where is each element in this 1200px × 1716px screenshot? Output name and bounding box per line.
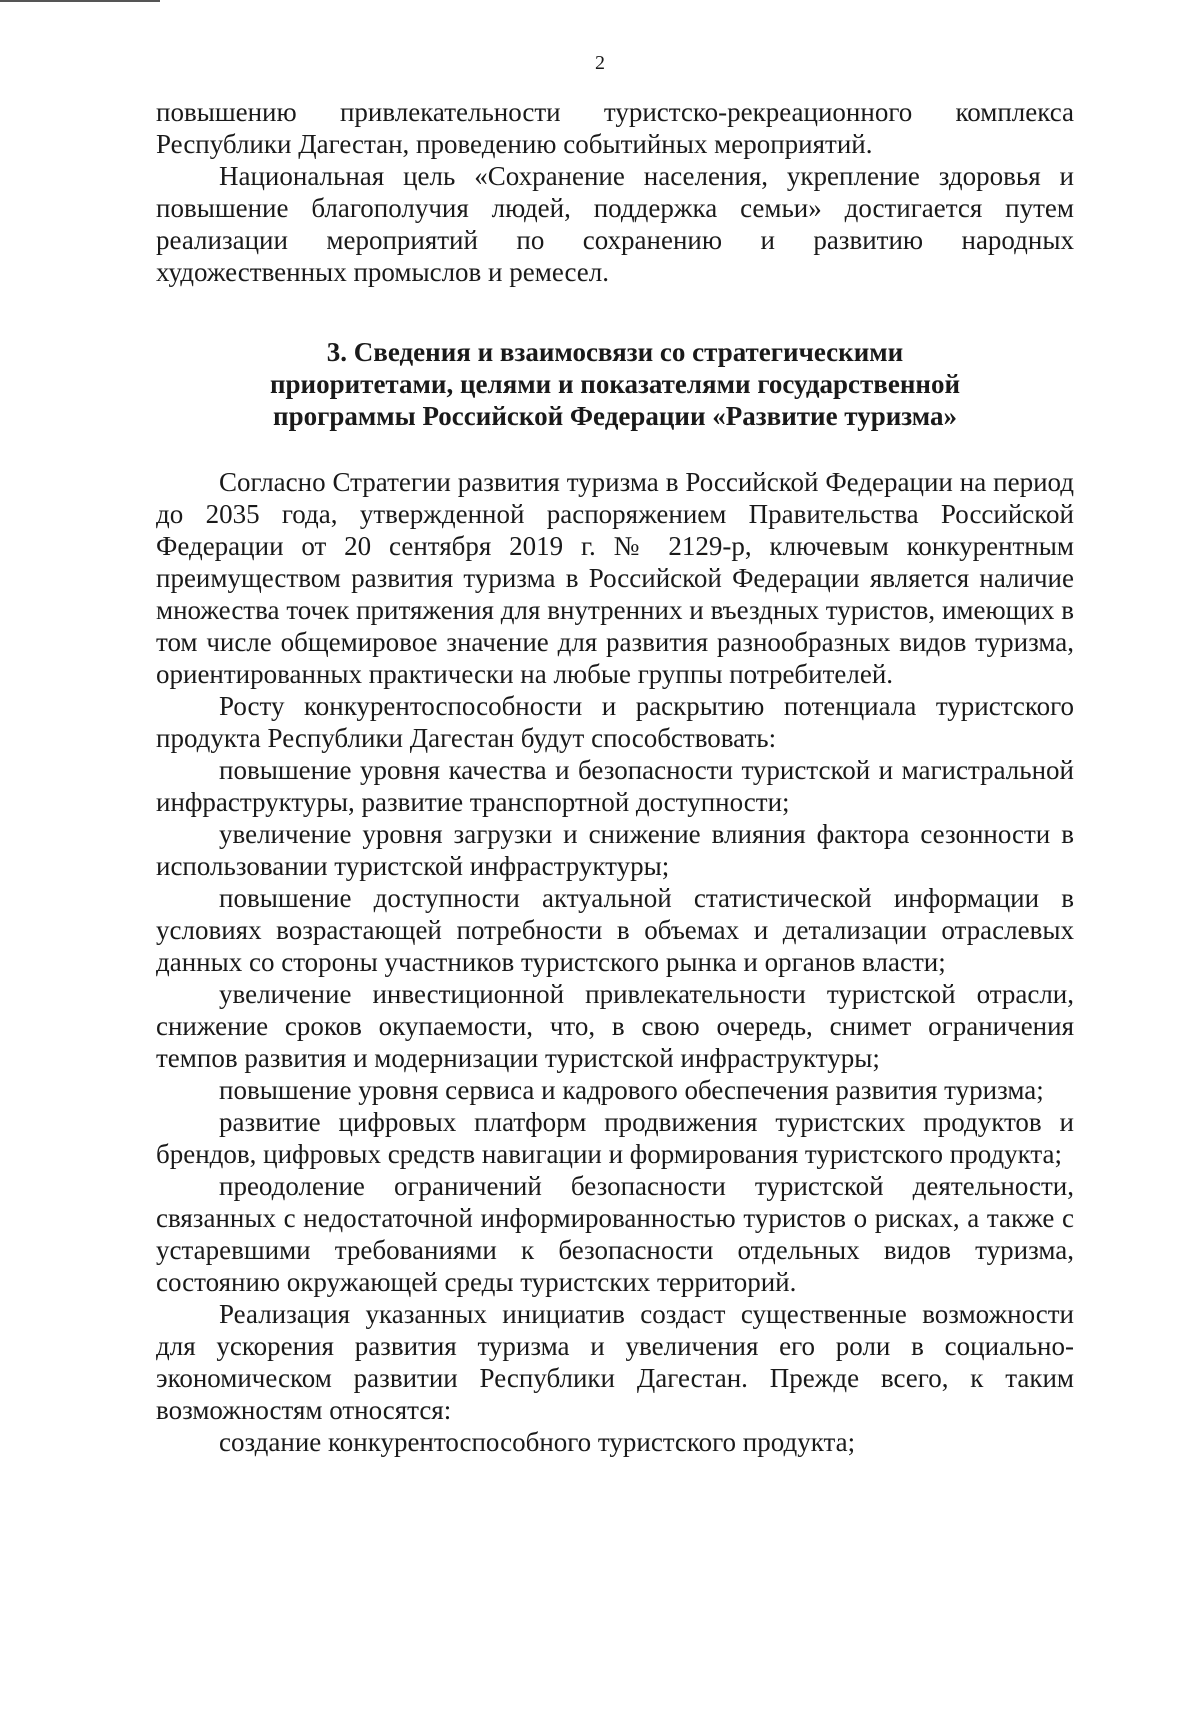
paragraph-national-goal: Национальная цель «Сохранение населения, укрепление здоровья и повышение благополучия людей, поддержка семьи» достигается путем реализации мероприятий по сохранению и развитию народных художественных промыслов и ремесел.	[156, 161, 1074, 287]
section-heading-line: программы Российской Федерации «Развитие туризма»	[273, 401, 957, 431]
list-item-infrastructure: повышение уровня качества и безопасности туристской и магистральной инфраструктуры, развитие транспортной доступности;	[156, 755, 1074, 817]
list-item-seasonality: увеличение уровня загрузки и снижение влияния фактора сезонности в использовании туристской инфраструктуры;	[156, 819, 1074, 881]
list-item-safety: преодоление ограничений безопасности туристской деятельности, связанных с недостаточной информированностью туристов о рисках, а также с устаревшими требованиями к безопасности отдельных видов туризма, состоянию окружающей среды туристских территорий.	[156, 1171, 1074, 1297]
list-item-service: повышение уровня сервиса и кадрового обеспечения развития туризма;	[219, 1075, 1044, 1105]
list-item-digital-platforms: развитие цифровых платформ продвижения туристских продуктов и брендов, цифровых средств навигации и формирования туристского продукта;	[156, 1107, 1074, 1169]
section-heading-line: приоритетами, целями и показателями государственной	[269, 369, 961, 399]
scan-edge-line	[0, 0, 160, 2]
page-number: 2	[595, 52, 605, 74]
document-body	[156, 96, 1074, 1458]
paragraph-strategy: Согласно Стратегии развития туризма в Российской Федерации на период до 2035 года, утвержденной распоряжением Правительства Российской Федерации от 20 сентября 2019 г. № 2129-р, ключевым конкурентным преимуществом развития туризма в Российской Федерации является наличие множества точек притяжения для внутренних и въездных туристов, имеющих в том числе общемировое значение для развития разнообразных видов туризма, ориентированных практически на любые группы потребителей.	[156, 467, 1074, 689]
list-item-product: создание конкурентоспособного туристского продукта;	[219, 1427, 856, 1457]
paragraph-continued: повышению привлекательности туристско-рекреационного комплекса Республики Дагестан, проведению событийных мероприятий.	[156, 97, 1074, 159]
list-item-statistics: повышение доступности актуальной статистической информации в условиях возрастающей потребности в объемах и детализации отраслевых данных со стороны участников туристского рынка и органов власти;	[156, 883, 1074, 977]
section-heading	[156, 336, 1074, 432]
section-heading-line: 3. Сведения и взаимосвязи со стратегическими	[326, 337, 904, 367]
paragraph-opportunities: Реализация указанных инициатив создаст существенные возможности для ускорения развития туризма и увеличения его роли в социально-экономическом развитии Республики Дагестан. Прежде всего, к таким возможностям относятся:	[156, 1299, 1074, 1425]
paragraph-competitiveness-intro: Росту конкурентоспособности и раскрытию потенциала туристского продукта Республики Дагестан будут способствовать:	[156, 691, 1074, 753]
list-item-investment: увеличение инвестиционной привлекательности туристской отрасли, снижение сроков окупаемости, что, в свою очередь, снимет ограничения темпов развития и модернизации туристской инфраструктуры;	[156, 979, 1074, 1073]
